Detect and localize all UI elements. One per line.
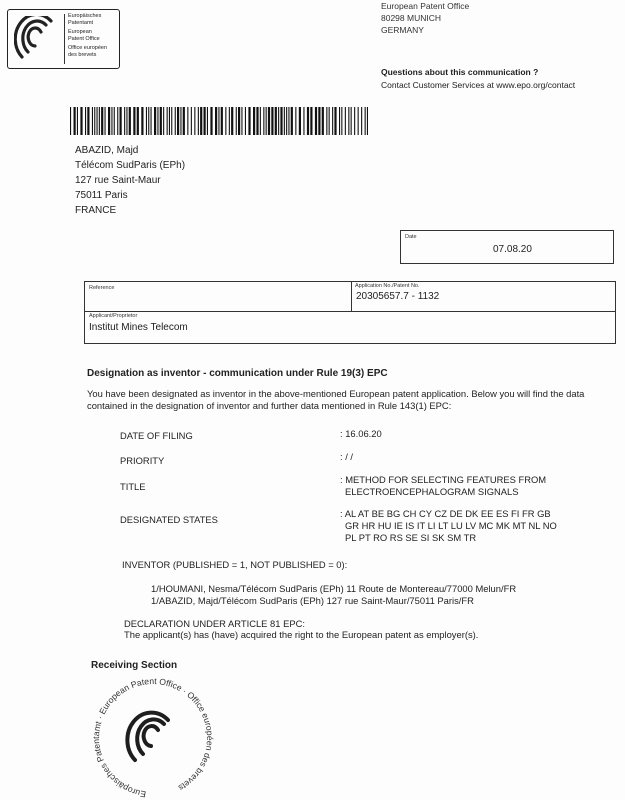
designated-states-line: : AL AT BE BG CH CY CZ DE DK EE ES FI FR GB xyxy=(340,508,551,519)
date-label: Date xyxy=(405,234,417,240)
barcode-bar xyxy=(231,107,233,135)
barcode-bar xyxy=(194,107,195,135)
barcode-bar xyxy=(341,107,342,135)
priority-label: PRIORITY xyxy=(120,455,165,466)
barcode-bar xyxy=(348,107,349,135)
barcode xyxy=(70,107,370,135)
barcode-bar xyxy=(171,107,172,135)
barcode-bar xyxy=(167,107,168,135)
stamp-logo-icon xyxy=(127,713,168,760)
barcode-bar xyxy=(183,107,185,135)
barcode-bar xyxy=(148,107,149,135)
designated-states-value xyxy=(340,508,557,544)
barcode-bar xyxy=(236,107,237,135)
designated-states-line: GR HR HU IE IS IT LI LT LU LV MC MK MT NL NO xyxy=(345,520,557,531)
barcode-bar xyxy=(268,107,270,135)
barcode-bar xyxy=(74,107,76,135)
logo-office-names xyxy=(68,13,107,59)
barcode-bar xyxy=(108,107,110,135)
logo-name-line: Office européen xyxy=(68,45,108,52)
barcode-bar xyxy=(315,107,317,135)
barcode-bar xyxy=(187,107,188,135)
barcode-bar xyxy=(303,107,304,135)
barcode-bar xyxy=(351,107,352,135)
barcode-bar xyxy=(256,107,258,135)
logo-name-line: Europäisches xyxy=(68,13,102,19)
barcode-bar xyxy=(358,107,359,135)
designated-states-line: PL PT RO RS SE SI SK SM TR xyxy=(345,532,477,543)
barcode-bar xyxy=(105,107,106,135)
inventor-entry: 1/HOUMANI, Nesma/Télécom SudParis (EPh) 11 Route de Montereau/77000 Melun/FR xyxy=(151,583,517,594)
barcode-bar xyxy=(117,107,118,135)
office-address-line: GERMANY xyxy=(381,25,424,35)
contact-question: Questions about this communication ? xyxy=(381,67,539,77)
barcode-bar xyxy=(339,107,340,135)
logo-divider xyxy=(64,14,65,64)
epo-logo-box xyxy=(7,9,120,69)
office-address xyxy=(381,0,469,36)
stamp-ring-text: Europäisches Patentamt · European Patent Office · Office européen des brevets xyxy=(91,675,216,800)
reference-label: Reference xyxy=(89,285,115,291)
barcode-bar xyxy=(163,107,164,135)
inventor-list xyxy=(151,583,516,607)
barcode-bar xyxy=(238,107,240,135)
barcode-bar xyxy=(318,107,320,135)
barcode-bar xyxy=(310,107,312,135)
barcode-bar xyxy=(367,107,368,135)
barcode-bar xyxy=(101,107,103,135)
barcode-bar xyxy=(175,107,176,135)
barcode-bar xyxy=(204,107,206,135)
barcode-bar xyxy=(177,107,179,135)
barcode-bar xyxy=(180,107,181,135)
recipient-line: Télécom SudParis (EPh) xyxy=(75,160,186,171)
office-address-line: European Patent Office xyxy=(381,1,470,11)
barcode-bar xyxy=(169,107,170,135)
barcode-bar xyxy=(248,107,250,135)
recipient-line: ABAZID, Majd xyxy=(75,145,139,156)
barcode-bar xyxy=(307,107,309,135)
barcode-bar xyxy=(245,107,246,135)
date-box xyxy=(400,230,614,264)
barcode-bar xyxy=(295,107,296,135)
barcode-bar xyxy=(87,107,89,135)
recipient-line: 127 rue Saint-Maur xyxy=(75,175,161,186)
barcode-bar xyxy=(129,107,131,135)
barcode-bar xyxy=(124,107,125,135)
barcode-bar xyxy=(229,107,230,135)
barcode-bar xyxy=(284,107,285,135)
communication-heading: Designation as inventor - communication under Rule 19(3) EPC xyxy=(87,368,388,379)
barcode-bar xyxy=(253,107,255,135)
logo-name-line: European xyxy=(68,29,92,36)
barcode-bar xyxy=(111,107,112,135)
barcode-bar xyxy=(198,107,199,135)
barcode-bar xyxy=(241,107,242,135)
barcode-bar xyxy=(266,107,267,135)
date-of-filing-label: DATE OF FILING xyxy=(120,430,193,441)
barcode-bar xyxy=(207,107,208,135)
applicant-name: Institut Mines Telecom xyxy=(89,322,188,333)
barcode-bar xyxy=(260,107,261,135)
barcode-bar xyxy=(326,107,327,135)
barcode-bar xyxy=(221,107,223,135)
barcode-bar xyxy=(77,107,78,135)
barcode-bar xyxy=(263,107,264,135)
barcode-bar xyxy=(133,107,135,135)
barcode-bar xyxy=(137,107,139,135)
barcode-bar xyxy=(280,107,282,135)
barcode-bar xyxy=(80,107,82,135)
logo-name-line: des brevets xyxy=(68,51,97,58)
designated-states-label: DESIGNATED STATES xyxy=(120,514,218,525)
barcode-bar xyxy=(345,107,346,135)
inventor-heading: INVENTOR (PUBLISHED = 1, NOT PUBLISHED = 0): xyxy=(122,559,348,570)
barcode-bar xyxy=(278,107,279,135)
title-label: TITLE xyxy=(120,481,146,492)
title-value-line: : METHOD FOR SELECTING FEATURES FROM xyxy=(340,474,547,485)
barcode-bar xyxy=(334,107,336,135)
barcode-bar xyxy=(70,107,71,135)
barcode-bar xyxy=(271,107,273,135)
barcode-bar xyxy=(329,107,330,135)
application-number: 20305657.7 - 1132 xyxy=(356,291,440,302)
title-value-line: ELECTROENCEPHALOGRAM SIGNALS xyxy=(345,486,519,497)
barcode-bar xyxy=(210,107,212,135)
barcode-bar xyxy=(361,107,362,135)
barcode-bar xyxy=(354,107,355,135)
barcode-bar xyxy=(322,107,324,135)
applicant-label: Applicant/Proprietor xyxy=(89,313,138,319)
epo-logo-icon xyxy=(14,16,60,62)
barcode-bar xyxy=(225,107,226,135)
barcode-bar xyxy=(332,107,333,135)
barcode-bar xyxy=(160,107,162,135)
logo-name-line: Patentamt xyxy=(68,19,94,26)
barcode-bar xyxy=(191,107,192,135)
logo-name-line: Patent Office xyxy=(68,35,100,42)
barcode-bar xyxy=(299,107,301,135)
barcode-bar xyxy=(288,107,289,135)
receiving-section-heading: Receiving Section xyxy=(91,660,178,671)
declaration-heading: DECLARATION UNDER ARTICLE 81 EPC: xyxy=(124,618,305,629)
barcode-bar xyxy=(154,107,156,135)
barcode-bar xyxy=(85,107,86,135)
recipient-address xyxy=(75,143,185,218)
barcode-bar xyxy=(275,107,277,135)
barcode-bar xyxy=(157,107,158,135)
recipient-line: 75011 Paris xyxy=(75,190,128,201)
title-value xyxy=(340,474,546,498)
intro-paragraph: You have been designated as inventor in the above-mentioned European patent application. Below you will find the data contained in the designation of inventor and further data mentioned in Rule 143(1) EPC: xyxy=(87,388,585,411)
barcode-bar xyxy=(120,107,122,135)
barcode-bar xyxy=(215,107,217,135)
recipient-line: FRANCE xyxy=(75,205,117,216)
barcode-bar xyxy=(94,107,95,135)
barcode-bar xyxy=(126,107,127,135)
inventor-entry: 1/ABAZID, Majd/Télécom SudParis (EPh) 127 rue Saint-Maur/75011 Paris/FR xyxy=(151,595,474,606)
date-of-filing-value: : 16.06.20 xyxy=(340,428,382,439)
application-number-label: Application No./Patent No. xyxy=(355,283,420,289)
reference-box xyxy=(84,281,616,344)
barcode-bar xyxy=(99,107,100,135)
barcode-bar xyxy=(92,107,93,135)
barcode-bar xyxy=(286,107,287,135)
barcode-bar xyxy=(114,107,115,135)
barcode-bar xyxy=(218,107,219,135)
contact-text: Contact Customer Services at www.epo.org/contact xyxy=(381,80,576,90)
priority-value: : / / xyxy=(340,451,354,462)
barcode-bar xyxy=(151,107,152,135)
declaration-text: The applicant(s) has (have) acquired the right to the European patent as employer(s). xyxy=(124,629,479,640)
barcode-bar xyxy=(97,107,98,135)
epo-stamp xyxy=(78,670,228,800)
barcode-bar xyxy=(141,107,143,135)
office-address-line: 80298 MUNICH xyxy=(381,13,441,23)
barcode-bar xyxy=(291,107,293,135)
barcode-bar xyxy=(365,107,366,135)
barcode-bar xyxy=(146,107,147,135)
date-value: 07.08.20 xyxy=(493,244,532,255)
barcode-bar xyxy=(200,107,202,135)
